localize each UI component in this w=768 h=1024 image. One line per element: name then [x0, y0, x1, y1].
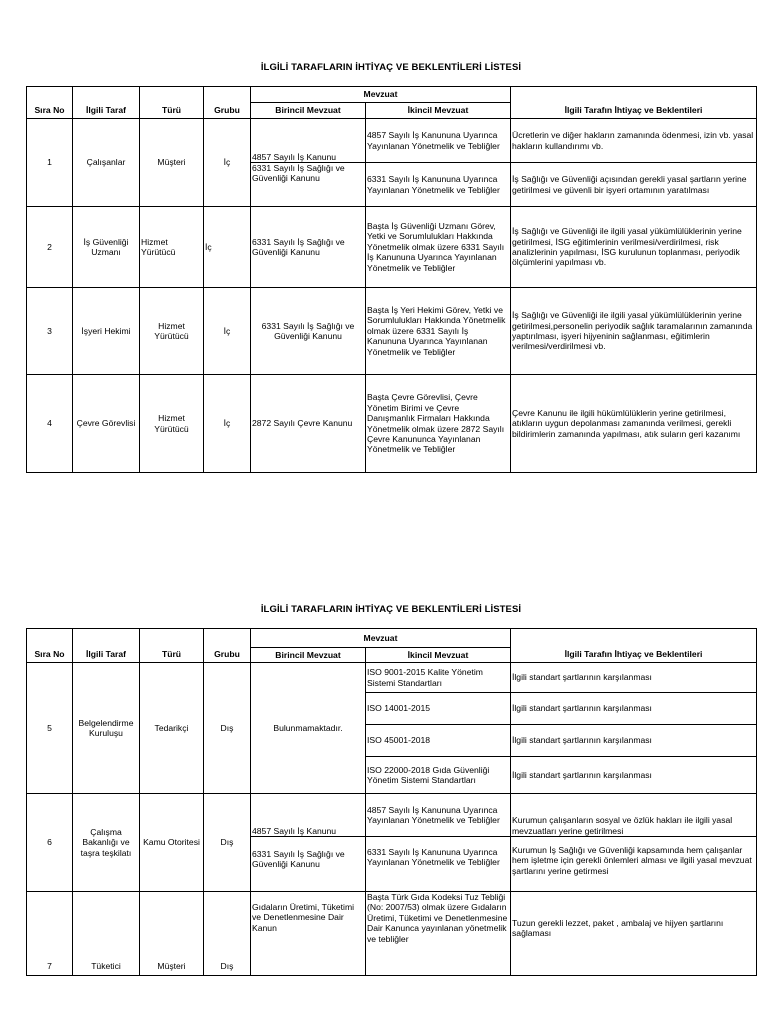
turu-cell: Hizmet Yürütücü: [140, 288, 204, 375]
sheet-title: İLGİLİ TARAFLARIN İHTİYAÇ VE BEKLENTİLERİ LİSTESİ: [260, 604, 522, 615]
ikincil-cell: Başta Türk Gıda Kodeksi Tuz Tebliği (No: 2007/53) olmak üzere Gıdaların Üretimi, Tüketimi ve Denetlenmesine Dair Kanunca yayınlanan yönetmelik ve tebliğler: [366, 892, 511, 976]
header-row-top: [27, 87, 757, 103]
birincil-cell: 6331 Sayılı İş Sağlığı ve Güvenliği Kanunu: [251, 207, 366, 288]
beklenti-cell: Ücretlerin ve diğer hakların zamanında ödenmesi, izin vb. yasal hakların kullandırımı vb.: [511, 119, 757, 163]
grubu-cell: Dış: [204, 663, 251, 794]
sira-no-cell: 5: [27, 663, 73, 794]
grubu-cell: İç: [204, 119, 251, 207]
birincil-cell: 6331 Sayılı İş Sağlığı ve Güvenliği Kanunu: [251, 288, 366, 375]
col-header-ikincil: İkincil Mevzuat: [366, 648, 511, 663]
table-row: [27, 663, 757, 693]
turu-cell: Hizmet Yürütücü: [140, 375, 204, 473]
ikincil-cell: 6331 Sayılı İş Kanununa Uyarınca Yayınlanan Yönetmelik ve Tebliğler: [366, 163, 511, 207]
ikincil-cell: ISO 45001-2018: [366, 725, 511, 757]
col-header-mevzuat: Mevzuat: [251, 629, 511, 648]
birincil-cell: 6331 Sayılı İş Sağlığı ve Güvenliği Kanunu: [251, 837, 366, 892]
col-header-ilgili-taraf: İlgili Taraf: [73, 629, 140, 663]
beklenti-cell: İlgili standart şartlarının karşılanması: [511, 693, 757, 725]
table-row: [27, 892, 757, 976]
ikincil-cell: 4857 Sayılı İş Kanununa Uyarınca Yayınlanan Yönetmelik ve Tebliğler: [366, 119, 511, 163]
stakeholder-table-2: [26, 628, 757, 976]
beklenti-cell: İlgili standart şartlarının karşılanması: [511, 725, 757, 757]
beklenti-cell: İş Sağlığı ve Güvenliği açısından gerekli yasal şartların yerine getirilmesi ve güvenli bir işyeri ortamının yaratılması: [511, 163, 757, 207]
ilgili-taraf-cell: Belgelendirme Kuruluşu: [73, 663, 140, 794]
ikincil-cell: 6331 Sayılı İş Kanununa Uyarınca Yayınlanan Yönetmelik ve Tebliğler: [366, 837, 511, 892]
sira-no-cell: 3: [27, 288, 73, 375]
beklenti-cell: İş Sağlığı ve Güvenliği ile ilgili yasal yükümlülüklerinin yerine getirilmesi, İSG eğitimlerinin verilmesi/verdirilmesi, risk analizlerinin yapılması, İSG kurulunun toplanması, periyodik ölçümlerini yapılması vb.: [511, 207, 757, 288]
table-row: [27, 288, 757, 375]
table-row: [27, 794, 757, 837]
col-header-ikincil: İkincil Mevzuat: [366, 103, 511, 119]
col-header-turu: Türü: [140, 87, 204, 119]
grubu-cell: Dış: [204, 892, 251, 976]
sira-no-cell: 6: [27, 794, 73, 892]
col-header-mevzuat: Mevzuat: [251, 87, 511, 103]
ikincil-cell: ISO 9001-2015 Kalite Yönetim Sistemi Standartları: [366, 663, 511, 693]
sira-no-cell: 2: [27, 207, 73, 288]
ilgili-taraf-cell: Çalışanlar: [73, 119, 140, 207]
turu-cell: Hizmet Yürütücü: [140, 207, 204, 288]
birincil-cell: 6331 Sayılı İş Sağlığı ve Güvenliği Kanunu: [251, 163, 366, 207]
header-row-top: [27, 629, 757, 648]
col-header-grubu: Grubu: [204, 629, 251, 663]
ikincil-cell: Başta İş Yeri Hekimi Görev, Yetki ve Sorumlulukları Hakkında Yönetmelik olmak üzere 6331 Sayılı İş Kanununa Uyarınca Yayınlanan Yönetmelik ve Tebliğler: [366, 288, 511, 375]
beklenti-cell: İş Sağlığı ve Güvenliği ile ilgili yasal yükümlülüklerinin yerine getirilmesi,personelin periyodik sağlık taramalarının zamanında yaptırılması, işyeri hijyeninin sağlanması, eğitimlerin verilmesi/verdirilmesi vb.: [511, 288, 757, 375]
ilgili-taraf-cell: Tüketici: [73, 892, 140, 976]
ikincil-cell: Başta İş Güvenliği Uzmanı Görev, Yetki ve Sorumlulukları Hakkında Yönetmelik olmak üzere 6331 Sayılı İş Kanununa Uyarınca Yayınlanan Yönetmelik ve Tebliğler: [366, 207, 511, 288]
col-header-sira-no: Sıra No: [27, 87, 73, 119]
ikincil-cell: Başta Çevre Görevlisi, Çevre Yönetim Birimi ve Çevre Danışmanlık Firmaları Hakkında Yönetmelik olmak üzere 2872 Sayılı Çevre Kanununca Yayınlanan Yönetmelik ve Tebliğler: [366, 375, 511, 473]
table-row: [27, 207, 757, 288]
sheet-title: İLGİLİ TARAFLARIN İHTİYAÇ VE BEKLENTİLERİ LİSTESİ: [260, 62, 522, 73]
col-header-grubu: Grubu: [204, 87, 251, 119]
beklenti-cell: Tuzun gerekli lezzet, paket , ambalaj ve hijyen şartlarını sağlaması: [511, 892, 757, 976]
stakeholder-table-1: [26, 86, 757, 473]
sheet-2: [26, 603, 756, 976]
col-header-turu: Türü: [140, 629, 204, 663]
grubu-cell: İç: [204, 288, 251, 375]
col-header-sira-no: Sıra No: [27, 629, 73, 663]
ikincil-cell: 4857 Sayılı İş Kanununa Uyarınca Yayınlanan Yönetmelik ve Tebliğler: [366, 794, 511, 837]
birincil-cell: Bulunmamaktadır.: [251, 663, 366, 794]
col-header-beklenti: İlgili Tarafın İhtiyaç ve Beklentileri: [511, 629, 757, 663]
col-header-beklenti: İlgili Tarafın İhtiyaç ve Beklentileri: [511, 87, 757, 119]
birincil-cell: 2872 Sayılı Çevre Kanunu: [251, 375, 366, 473]
grubu-cell: Dış: [204, 794, 251, 892]
beklenti-cell: İlgili standart şartlarının karşılanması: [511, 663, 757, 693]
table-row: [27, 375, 757, 473]
grubu-cell: İç: [204, 207, 251, 288]
sira-no-cell: 7: [27, 892, 73, 976]
beklenti-cell: Kurumun çalışanların sosyal ve özlük hakları ile ilgili yasal mevzuatları yerine getirilmesi: [511, 794, 757, 837]
turu-cell: Kamu Otoritesi: [140, 794, 204, 892]
col-header-birincil: Birincil Mevzuat: [251, 648, 366, 663]
col-header-ilgili-taraf: İlgili Taraf: [73, 87, 140, 119]
birincil-cell: 4857 Sayılı İş Kanunu: [251, 794, 366, 837]
beklenti-cell: Çevre Kanunu ile ilgili hükümlülüklerin yerine getirilmesi, atıkların uygun depolanması zamanında verilmesi, gerekli bildirimlerin zamanında yapılması, atık suların geri kazanımı: [511, 375, 757, 473]
beklenti-cell: Kurumun İş Sağlığı ve Güvenliği kapsamında hem çalışanlar hem işletme için gerekli önlemleri alması ve ilgili yasal mevzuat şartlarını yerine getirmesi: [511, 837, 757, 892]
grubu-cell: İç: [204, 375, 251, 473]
turu-cell: Müşteri: [140, 119, 204, 207]
beklenti-cell: İlgili standart şartlarının karşılanması: [511, 757, 757, 794]
table-row: [27, 119, 757, 163]
sheet-1: [26, 61, 756, 473]
turu-cell: Müşteri: [140, 892, 204, 976]
sira-no-cell: 1: [27, 119, 73, 207]
ilgili-taraf-cell: İş Güvenliği Uzmanı: [73, 207, 140, 288]
ilgili-taraf-cell: Çevre Görevlisi: [73, 375, 140, 473]
ilgili-taraf-cell: İşyeri Hekimi: [73, 288, 140, 375]
ilgili-taraf-cell: Çalışma Bakanlığı ve taşra teşkilatı: [73, 794, 140, 892]
ikincil-cell: ISO 14001-2015: [366, 693, 511, 725]
ikincil-cell: ISO 22000-2018 Gıda Güvenliği Yönetim Sistemi Standartları: [366, 757, 511, 794]
col-header-birincil: Birincil Mevzuat: [251, 103, 366, 119]
birincil-cell: 4857 Sayılı İş Kanunu: [251, 119, 366, 163]
turu-cell: Tedarikçi: [140, 663, 204, 794]
sira-no-cell: 4: [27, 375, 73, 473]
birincil-cell: Gıdaların Üretimi, Tüketimi ve Denetlenmesine Dair Kanun: [251, 892, 366, 976]
